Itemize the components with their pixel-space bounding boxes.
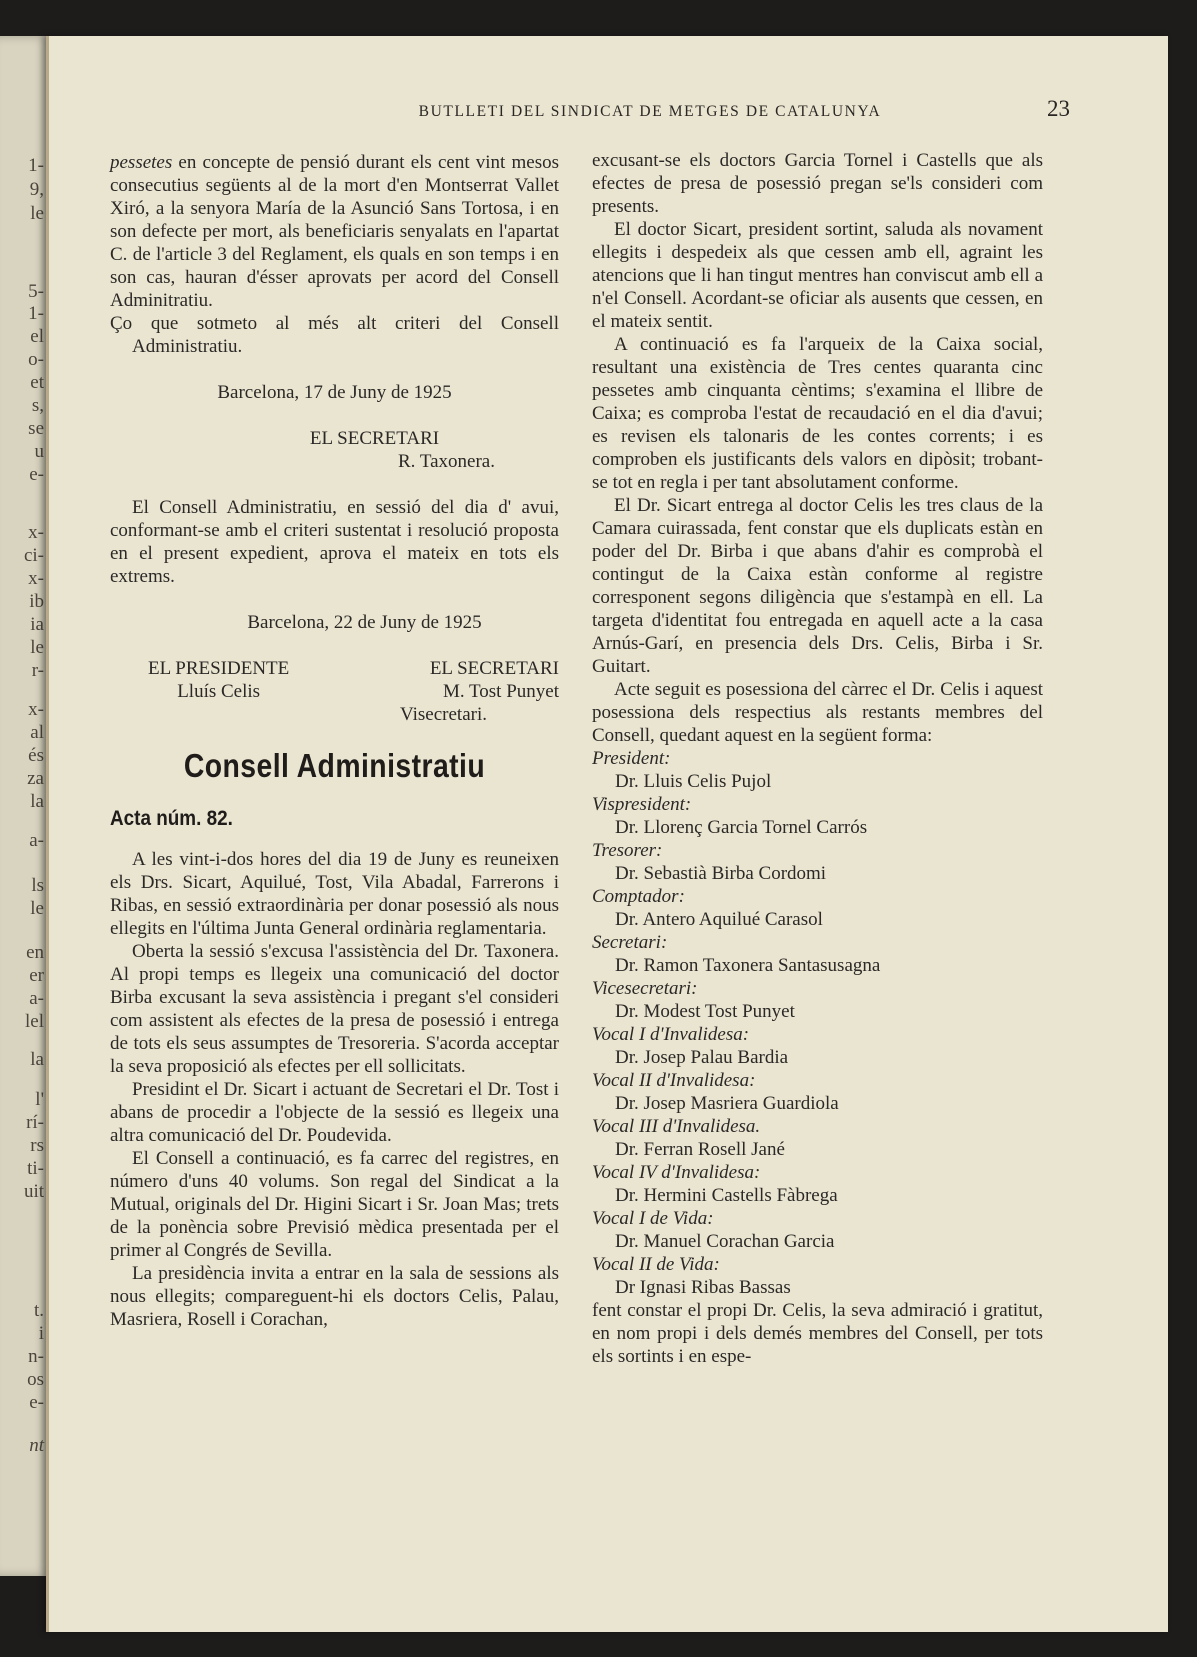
board-member: Dr Ignasi Ribas Bassas: [615, 1277, 791, 1298]
prev-fragment: 1-: [28, 303, 44, 324]
running-head: BUTLLETI DEL SINDICAT DE METGES DE CATALUNYA: [418, 103, 882, 120]
prev-fragment: x-: [28, 522, 44, 543]
body-paragraph: A les vint-i-dos hores del dia 19 de Juny es reuneixen els Drs. Sicart, Aquilué, Tost, Vila Abadal, Farrerons i Ribas, en sessió extraordinària per donar posessió als nous ellegits en l'última Junta General ordinària reglamentaria.: [110, 849, 559, 939]
body-paragraph: Presidint el Dr. Sicart i actuant de Secretari el Dr. Tost i abans de procedir a l'objecte de la sessió es llegeix una altra comunicació del Dr. Poudevida.: [110, 1079, 559, 1146]
intro-paragraph: [110, 151, 559, 312]
prev-fragment: rs: [30, 1135, 44, 1156]
prev-fragment: 1-: [28, 155, 44, 176]
intro-word: pessetes: [110, 152, 173, 173]
secretary-title: EL SECRETARI: [309, 428, 440, 449]
prev-fragment: et: [30, 372, 44, 393]
prev-fragment: x-: [28, 699, 44, 720]
secretary-name: R. Taxonera.: [398, 451, 495, 472]
board-role: Vocal III d'Invalidesa.: [592, 1116, 761, 1137]
right-column: [592, 149, 1043, 1368]
secretary2-role: Visecretari.: [400, 704, 487, 725]
section-title: Consell Administratiu: [183, 747, 486, 784]
board-member: Dr. Sebastià Birba Cordomi: [615, 863, 827, 884]
acta-title: Acta núm. 82.: [110, 807, 233, 830]
board-role: Vocal IV d'Invalidesa:: [592, 1162, 761, 1183]
body-paragraph: El doctor Sicart, president sortint, saluda als novament ellegits i despedeix als que cessen amb ell, agraint les atencions que li han tingut mentres han conviscut amb ell a n'el Consell. Acordant-se oficiar als ausents que cessen, en el mateix sentit.: [592, 219, 1043, 332]
board-role: President:: [592, 748, 671, 769]
prev-fragment: lel: [25, 1011, 44, 1032]
prev-fragment: r-: [31, 660, 44, 681]
prev-fragment: le: [30, 203, 44, 224]
prev-fragment: és: [28, 745, 44, 766]
previous-page-edge: [0, 36, 52, 1576]
prev-fragment: ci-: [23, 545, 44, 566]
prev-fragment: u: [34, 441, 44, 462]
place-date-2: Barcelona, 22 de Juny de 1925: [247, 612, 482, 633]
intro-text: en concepte de pensió durant els cent vint mesos consecutius següents al de la mort d'en Montserrat Vallet Xiró, a la senyora María de la Asunció Sans Tortosa, i en son defecte per mort, als beneficiaris senyalats en l'apartat C. de l'article 3 del Reglament, els quals en son temps i en son cas, hauran d'ésser aprovats per acord del Consell Adminitratiu.: [110, 152, 559, 311]
board-member: Dr. Llorenç Garcia Tornel Carrós: [615, 817, 868, 838]
secretary2-name: M. Tost Punyet: [442, 681, 559, 702]
board-member: Dr. Ramon Taxonera Santasusagna: [615, 955, 881, 976]
body-paragraph: La presidència invita a entrar en la sala de sessions als nous ellegits; compareguent-hi els doctors Celis, Palau, Masriera, Rosell i Corachan,: [110, 1263, 559, 1330]
prev-fragment: ib: [29, 591, 44, 612]
body-paragraph: El Consell a continuació, es fa carrec del registres, en número d'uns 40 volums. Son regal del Sindicat a la Mutual, originals del Dr. Higini Sicart i Sr. Joan Mas; trets de la ponència sobre Previsió mèdica presentada per el primer al Congrés de Sevilla.: [110, 1148, 559, 1261]
body-paragraph: Oberta la sessió s'excusa l'assistència del Dr. Taxonera. Al propi temps es llegeix una comunicació del doctor Birba excusant la seva assistència i pregant s'el consideri com assistent als efectes de la presa de posessió i entrega de tots els seus assumptes de Tresoreria. S'acorda acceptar la seva proposició als efectes per ell sollicitats.: [110, 941, 559, 1077]
prev-fragment: el: [30, 326, 44, 347]
prev-fragment: al: [30, 722, 44, 743]
board-role: Comptador:: [592, 886, 685, 907]
board-role: Vocal I d'Invalidesa:: [592, 1024, 750, 1045]
prev-fragment: za: [27, 768, 44, 789]
prev-fragment: t.: [33, 1300, 44, 1321]
prev-fragment: nt: [29, 1435, 44, 1456]
board-member: Dr. Modest Tost Punyet: [615, 1001, 795, 1022]
secretary2-title: EL SECRETARI: [429, 658, 559, 679]
board-role: Vocal II de Vida:: [592, 1254, 720, 1275]
body-paragraph: Acte seguit es posessiona del càrrec el Dr. Celis i aquest posessiona dels respectius als restants membres del Consell, quedant aquest en la següent forma:: [592, 679, 1043, 746]
prev-fragment: en: [26, 942, 44, 963]
place-date-1: Barcelona, 17 de Juny de 1925: [217, 382, 452, 403]
prev-fragment: rí-: [26, 1112, 44, 1133]
board-role: Vocal I de Vida:: [592, 1208, 714, 1229]
board-role: Tresorer:: [592, 840, 663, 861]
page-binding-edge: [46, 36, 49, 1632]
prev-fragment: 5-: [28, 281, 44, 302]
closing-paragraph: fent constar el propi Dr. Celis, la seva admiració i gratitut, en nom propi i dels demés membres del Consell, per tots els sortints i en espe-: [592, 1300, 1043, 1367]
board-role: Secretari:: [592, 932, 668, 953]
president-signature: [148, 657, 289, 726]
prev-fragment: e-: [29, 1392, 44, 1413]
prev-fragment: e-: [29, 464, 44, 485]
body-paragraph: excusant-se els doctors Garcia Tornel i Castells que als efectes de presa de posessió pregan se'ls consideri com presents.: [592, 150, 1043, 217]
prev-fragment: ia: [30, 614, 44, 635]
prev-fragment: a-: [29, 988, 44, 1009]
president-name: Lluís Celis: [177, 681, 261, 702]
president-title: EL PRESIDENTE: [148, 658, 290, 679]
board-role: Vicesecretari:: [592, 978, 698, 999]
approval-paragraph: El Consell Administratiu, en sessió del dia d' avui, conformant-se amb el criteri sustentat i resolució proposta en el present expedient, aprova el mateix en tots els extrems.: [110, 497, 559, 587]
board-member: Dr. Ferran Rosell Jané: [615, 1139, 785, 1160]
board-member: Dr. Josep Palau Bardia: [615, 1047, 789, 1068]
prev-fragment: s,: [31, 395, 44, 416]
prev-fragment: er: [29, 965, 44, 986]
prev-fragment: 9,: [29, 179, 44, 200]
page-number: 23: [1047, 96, 1070, 121]
board-role: Vocal II d'Invalidesa:: [592, 1070, 756, 1091]
board-member: Dr. Lluis Celis Pujol: [615, 771, 772, 792]
board-member: Dr. Josep Masriera Guardiola: [615, 1093, 839, 1114]
prev-fragment: se: [28, 418, 44, 439]
secretary2-signature: [400, 657, 559, 726]
prev-fragment: la: [30, 1049, 44, 1070]
prev-fragment: n-: [28, 1346, 44, 1367]
prev-fragment: ls: [31, 875, 44, 896]
body-paragraph: El Dr. Sicart entrega al doctor Celis les tres claus de la Camara cuirassada, fent constar que els duplicats estàn en poder del Dr. Birba i que abans d'ahir es comprobà el contingut de la Caixa estàn conforme al registre corresponent segons diligència que s'estampà en ell. La targeta d'identitat fou entregada en aquell acte a la casa Arnús-Garí, en presencia dels Drs. Celis, Birba i Sr. Guitart.: [592, 495, 1043, 677]
prev-fragment: x-: [28, 568, 44, 589]
prev-fragment: os: [27, 1369, 44, 1390]
signature-row: [110, 657, 559, 726]
prev-fragment: la: [30, 791, 44, 812]
prev-fragment: le: [30, 898, 44, 919]
prev-fragment: a-: [29, 830, 44, 851]
prev-fragment: ti-: [27, 1158, 44, 1179]
prev-fragment: uit: [23, 1181, 44, 1202]
prev-fragment: le: [30, 637, 44, 658]
board-member: Dr. Hermini Castells Fàbrega: [615, 1185, 838, 1206]
board-list: [592, 747, 1043, 1299]
board-role: Vispresident:: [592, 794, 692, 815]
prev-fragment: l': [35, 1089, 44, 1110]
body-paragraph: A continuació es fa l'arqueix de la Caixa social, resultant una existència de Tres centes quaranta cinc pessetes amb cinquanta cèntims; s'examina el llibre de Caixa; es comproba l'estat de recaudació en el dia d'avui; es revisen els talonaris de les contes corrents; i es comproben els justificants dels valors en dipòsit; trobant-se tot en regla i per tant absolutament conforme.: [592, 334, 1043, 493]
submit-paragraph: Ço que sotmeto al més alt criteri del Consell Administratiu.: [110, 313, 559, 357]
prev-fragment: i: [38, 1323, 44, 1344]
board-member: Dr. Manuel Corachan Garcia: [615, 1231, 835, 1252]
board-member: Dr. Antero Aquilué Carasol: [615, 909, 823, 930]
left-column: [110, 151, 559, 1331]
prev-fragment: o-: [28, 349, 44, 370]
